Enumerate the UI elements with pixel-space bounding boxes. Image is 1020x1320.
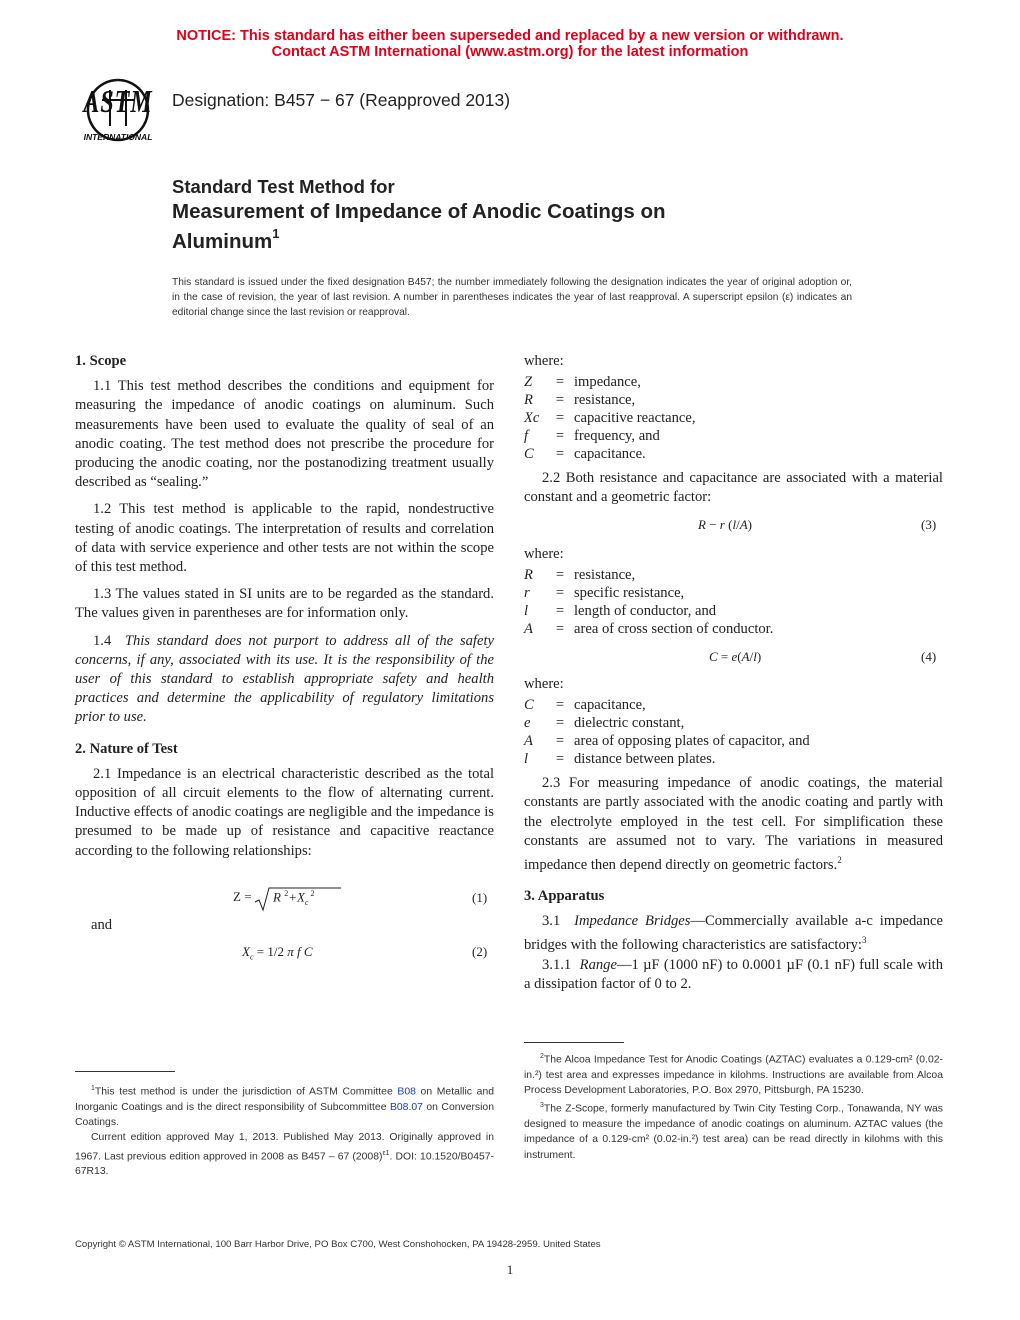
definition-symbol: C bbox=[524, 697, 534, 714]
para-2-3: 2.3 For measuring impedance of anodic coatings, the material constants are partly associated with the anodic coating and partly with the electrolyte employed in the test cell. For simplification these constants are assumed not to vary. The variations in measured impedance then depend directly on geometric factors.$^2$ bbox=[524, 775, 943, 873]
definition-symbol: e bbox=[524, 715, 531, 732]
definition-symbol: l bbox=[524, 751, 529, 768]
right-column-block-2 bbox=[524, 545, 943, 638]
section-heading-nature: 2. Nature of Test bbox=[75, 740, 178, 757]
definitions-list-2 bbox=[524, 566, 943, 638]
definition-row bbox=[524, 584, 943, 602]
definition-equals: = bbox=[555, 697, 565, 714]
definition-text: dielectric constant, bbox=[574, 715, 685, 732]
equation-4-number: (4) bbox=[921, 649, 937, 664]
title-line-3: Aluminum$^1$ bbox=[172, 226, 280, 253]
equation-2-number: (2) bbox=[472, 944, 488, 959]
definition-equals: = bbox=[555, 585, 565, 602]
para-1-2: 1.2 This test method is applicable to the rapid, nondestructive testing of anodic coatings. The interpretation of results and correlation of data with service experience and other tests are not within the scope of this test method. bbox=[75, 501, 494, 576]
and-text: and bbox=[91, 917, 113, 933]
footnote-divider-left bbox=[75, 1071, 175, 1072]
definitions-list-1 bbox=[524, 373, 943, 463]
definition-equals: = bbox=[555, 446, 565, 463]
definition-row bbox=[524, 602, 943, 620]
where-label-1: where: bbox=[524, 353, 564, 369]
definition-symbol: l bbox=[524, 603, 529, 620]
definition-text: capacitive reactance, bbox=[574, 410, 696, 427]
definition-symbol: r bbox=[524, 585, 530, 602]
logo-text: ASTM bbox=[83, 85, 153, 120]
definition-equals: = bbox=[555, 374, 565, 391]
definition-symbol: Z bbox=[524, 374, 533, 391]
equation-4: C = e(A/l) bbox=[709, 649, 762, 664]
definition-equals: = bbox=[555, 751, 565, 768]
notice-line-2: Contact ASTM International (www.astm.org) for the latest information bbox=[271, 44, 749, 60]
definition-equals: = bbox=[555, 428, 565, 445]
definition-text: impedance, bbox=[574, 374, 641, 391]
para-1-4: 1.4 This standard does not purport to address all of the safety concerns, if any, associated with its use. It is the responsibility of the user of this standard to establish appropriate safety and health practices and determine the applicability of regulatory limitations prior to use. bbox=[75, 632, 494, 726]
definition-row bbox=[524, 373, 943, 391]
section-heading-scope: 1. Scope bbox=[75, 353, 127, 369]
section-heading-apparatus: 3. Apparatus bbox=[524, 888, 605, 905]
definition-row bbox=[524, 391, 943, 409]
right-column bbox=[524, 352, 943, 508]
definition-symbol: A bbox=[524, 621, 533, 638]
footnote-ref-3[interactable]: 3 bbox=[861, 935, 867, 946]
definition-text: distance between plates. bbox=[574, 751, 716, 768]
equation-3: R − r (l/A) bbox=[698, 517, 752, 532]
definition-row bbox=[524, 427, 943, 445]
para-2-1: 2.1 Impedance is an electrical characteristic described as the total opposition of all circuit elements to the flow of alternating current. Inductive effects of anodic coatings are negligible and the impedance is presumed to be made up of resistance and capacitive reactance according to the following relationships: bbox=[75, 765, 494, 859]
para-1-1: 1.1 This test method describes the conditions and equipment for measuring the impedance of anodic coatings on aluminum. Such measurements have been used to evaluate the quality of seal of an anodic coating. The test method does not prescribe the procedure for producing the anodic coating, nor the postanodizing treatment usually described as “sealing.” bbox=[75, 378, 494, 491]
definition-text: frequency, and bbox=[574, 428, 660, 445]
definition-text: area of cross section of conductor. bbox=[574, 621, 774, 638]
issuance-statement: This standard is issued under the fixed designation B457; the number immediately following the designation indicates the year of original adoption or, in the case of revision, the year of last revision. A number in parentheses indicates the year of last reapproval. A superscript epsilon (ε) indicates an editorial change since the last revision or reapproval. bbox=[172, 277, 852, 318]
equation-1-number: (1) bbox=[472, 890, 488, 905]
equation-1: Z = R $^2+X_c$ $^2$ bbox=[233, 886, 343, 916]
definition-equals: = bbox=[555, 567, 565, 584]
equation-3-number: (3) bbox=[921, 517, 937, 532]
definition-row bbox=[524, 566, 943, 584]
definition-text: specific resistance, bbox=[574, 585, 685, 602]
title-line-2: Measurement of Impedance of Anodic Coatings on bbox=[172, 200, 666, 223]
definition-equals: = bbox=[555, 392, 565, 409]
where-label-2: where: bbox=[524, 546, 564, 562]
definition-row bbox=[524, 714, 943, 732]
definition-row bbox=[524, 620, 943, 638]
footnote-divider-right bbox=[524, 1042, 624, 1043]
title-line-1: Standard Test Method for bbox=[172, 176, 395, 197]
logo-subtext: INTERNATIONAL bbox=[83, 132, 153, 142]
committee-link-b08[interactable]: B08 bbox=[397, 1086, 416, 1098]
definition-row bbox=[524, 732, 943, 750]
definition-row bbox=[524, 409, 943, 427]
definition-text: resistance, bbox=[574, 392, 636, 409]
para-1-3: 1.3 The values stated in SI units are to be regarded as the standard. The values given in parentheses are for information only. bbox=[75, 586, 494, 622]
para-3-1-1: 3.1.1 Range—1 µF (1000 nF) to 0.0001 µF (0.1 nF) full scale with a dissipation factor of 0 to 2. bbox=[524, 956, 943, 992]
equation-2: $X_c = 1/2$ π f C bbox=[242, 944, 313, 962]
where-label-3: where: bbox=[524, 676, 564, 692]
definition-text: area of opposing plates of capacitor, and bbox=[574, 733, 810, 750]
left-column bbox=[75, 352, 494, 861]
astm-logo bbox=[72, 76, 164, 146]
definition-symbol: A bbox=[524, 733, 533, 750]
title-footnote-ref[interactable]: 1 bbox=[272, 226, 280, 241]
footnote-ref-2[interactable]: 2 bbox=[837, 855, 842, 866]
page-number: 1 bbox=[506, 1262, 514, 1277]
definition-symbol: R bbox=[524, 392, 533, 409]
definition-equals: = bbox=[555, 410, 565, 427]
footnote-1-edition: Current edition approved May 1, 2013. Published May 2013. Originally approved in 1967. Last previous edition approved in 2008 as B457 – 67 $(2008)^{\varepsilon 1}$. DOI: 10.1520/B0457-67R13. bbox=[75, 1132, 494, 1178]
footnote-1: $^1$This test method is under the jurisdiction of ASTM Committee B08 on Metallic and Inorganic Coatings and is the direct responsibility of Subcommittee B08.07 on Conversion Coatings. bbox=[75, 1085, 494, 1129]
notice-line-1: NOTICE: This standard has either been superseded and replaced by a new version or withdrawn. bbox=[176, 28, 844, 44]
definition-text: capacitance, bbox=[574, 697, 646, 714]
footnotes-left bbox=[75, 1081, 494, 1180]
definition-row bbox=[524, 696, 943, 714]
right-column-block-3 bbox=[524, 675, 943, 994]
definitions-list-3 bbox=[524, 696, 943, 768]
definition-equals: = bbox=[555, 733, 565, 750]
footnotes-right bbox=[524, 1049, 943, 1163]
definition-equals: = bbox=[555, 715, 565, 732]
subcommittee-link-b08-07[interactable]: B08.07 bbox=[389, 1101, 423, 1113]
definition-text: resistance, bbox=[574, 567, 636, 584]
footnote-3: $^3$The Z-Scope, formerly manufactured by Twin City Testing Corp., Tonawanda, NY was designed to measure the impedance of anodic coatings on aluminum. AZTAC values (the impedance of a 0.129-cm² (0.02-in.²) test area) can be read directly in kilohms with this instrument. bbox=[524, 1102, 943, 1161]
definition-symbol: C bbox=[524, 446, 534, 463]
definition-equals: = bbox=[555, 603, 565, 620]
para-2-2: 2.2 Both resistance and capacitance are associated with a material constant and a geometric factor: bbox=[524, 470, 943, 506]
definition-row bbox=[524, 750, 943, 768]
definition-text: length of conductor, and bbox=[574, 603, 717, 620]
designation: Designation: B457 − 67 (Reapproved 2013) bbox=[172, 90, 511, 110]
definition-symbol: Xc bbox=[524, 410, 540, 427]
definition-symbol: R bbox=[524, 567, 533, 584]
definition-equals: = bbox=[555, 621, 565, 638]
definition-text: capacitance. bbox=[574, 446, 646, 463]
footnote-2: $^2$The Alcoa Impedance Test for Anodic Coatings (AZTAC) evaluates a 0.129-cm² (0.02-in.²) test area and expresses impedance in kilohms. Instructions are available from Alcoa Process Development Laboratories, P.O. Box 2970, Pittsburgh, PA 15230. bbox=[524, 1053, 943, 1097]
copyright-footer: Copyright © ASTM International, 100 Barr Harbor Drive, PO Box C700, West Conshohocken, PA 19428-2959. United States bbox=[75, 1239, 601, 1250]
para-3-1: 3.1 Impedance Bridges—Commercially available a-c impedance bridges with the following characteristics are satisfactory:$^3$ bbox=[524, 913, 943, 954]
definition-row bbox=[524, 445, 943, 463]
definition-symbol: f bbox=[524, 428, 529, 445]
